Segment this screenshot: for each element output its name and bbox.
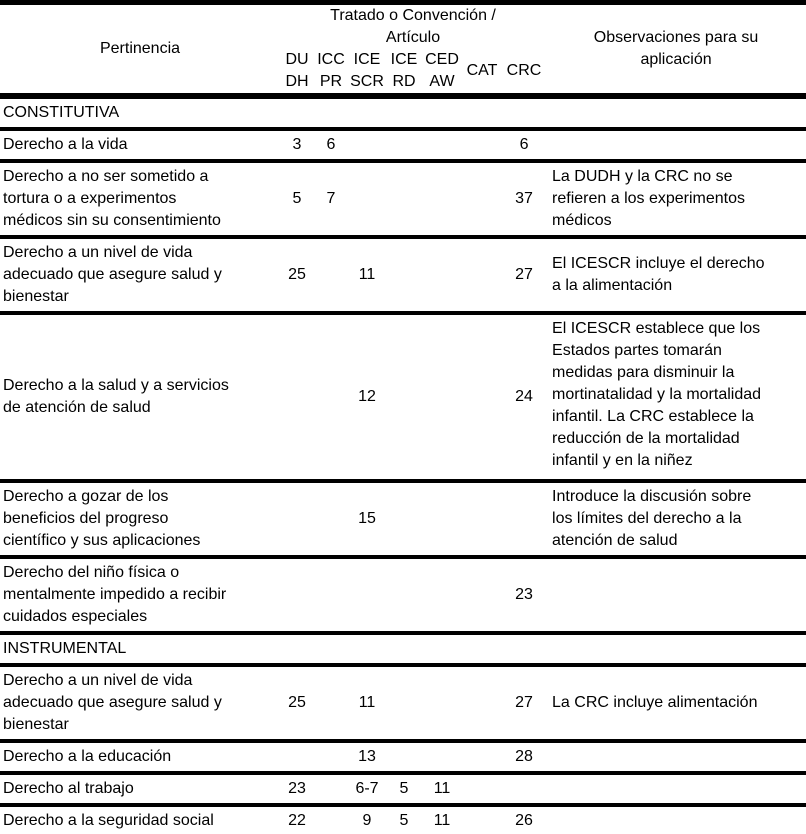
article-number-cell (462, 481, 502, 557)
article-number-cell (386, 741, 422, 773)
observation-cell (546, 741, 806, 773)
article-number-cell (462, 129, 502, 161)
article-number-cell: 23 (515, 586, 533, 603)
treaty-column-header (462, 49, 502, 96)
article-number-cell (314, 481, 348, 557)
article-number-cell (422, 665, 462, 741)
article-number-cell (348, 129, 386, 161)
article-number-cell (386, 161, 422, 237)
article-number-cell (422, 481, 462, 557)
article-number-cell (386, 557, 422, 633)
article-number-cell: 6 (519, 136, 529, 153)
article-number-cell: 9 (362, 812, 372, 829)
article-number-cell (314, 741, 348, 773)
article-number-cell: 11 (358, 694, 376, 711)
article-number-cell (314, 237, 348, 313)
article-number-cell (386, 129, 422, 161)
treaty-abbr-line1: ICE (390, 51, 418, 68)
observation-cell (546, 557, 806, 633)
right-name-cell: Derecho a un nivel de vida adecuado que asegure salud y bienestar (3, 244, 222, 305)
article-number-cell (462, 773, 502, 805)
article-number-cell (280, 313, 314, 481)
right-name-cell: Derecho a la seguridad social (3, 812, 214, 829)
article-number-cell (314, 773, 348, 805)
observation-cell (546, 129, 806, 161)
article-number-cell (314, 557, 348, 633)
article-number-cell: 3 (292, 136, 302, 153)
article-number-cell (422, 161, 462, 237)
article-number-cell (348, 161, 386, 237)
treaty-abbr-line2: PR (319, 73, 343, 90)
article-number-cell (462, 557, 502, 633)
treaty-column-header (280, 49, 314, 96)
treaty-group-title-line1: Tratado o Convención / (330, 7, 496, 24)
section-row (0, 96, 806, 129)
article-number-cell: 12 (358, 388, 376, 405)
right-name-cell: Derecho a la salud y a servicios de atención de salud (3, 377, 229, 416)
article-number-cell (462, 665, 502, 741)
article-number-cell (462, 313, 502, 481)
right-name-cell: Derecho a la vida (3, 136, 128, 153)
treaty-group-title-line2: Artículo (385, 29, 441, 46)
article-number-cell (314, 665, 348, 741)
table-row (0, 773, 806, 805)
article-number-cell: 37 (515, 190, 533, 207)
treaty-abbr-line2: RD (392, 73, 416, 90)
treaty-abbr-line1: CAT (466, 62, 498, 79)
observation-cell (546, 805, 806, 834)
treaty-column-header (314, 49, 348, 96)
observation-cell (546, 313, 806, 481)
article-number-cell (422, 129, 462, 161)
table-row (0, 805, 806, 834)
article-number-cell: 6-7 (355, 780, 379, 797)
treaty-abbr-line1: ICC (317, 51, 345, 68)
observation-cell: La DUDH y la CRC no se refieren a los experimentos médicos (552, 168, 746, 229)
table-row (0, 161, 806, 237)
article-number-cell: 5 (292, 190, 302, 207)
article-number-cell (422, 313, 462, 481)
treaty-abbr-line2: SCR (350, 73, 384, 90)
article-number-cell: 13 (358, 748, 376, 765)
treaty-abbr-line1: CRC (506, 62, 542, 79)
article-number-cell (422, 237, 462, 313)
treaty-abbr-line1: ICE (353, 51, 381, 68)
article-number-cell (280, 481, 314, 557)
article-number-cell: 11 (433, 812, 451, 829)
treaty-abbr-line2: DH (285, 73, 309, 90)
observation-text-truncated: El ICESCR establece que los Estados partes tomarán medidas para disminuir la mortinatalidad y la mortalidad infantil. La CRC establece la reducción de la mortalidad infantil y en la niñez (552, 320, 762, 469)
article-number-cell: 27 (515, 266, 533, 283)
observation-cell: Introduce la discusión sobre los límites del derecho a la atención de salud (552, 488, 752, 549)
article-number-cell (386, 237, 422, 313)
article-number-cell: 28 (515, 748, 533, 765)
treaty-column-header (348, 49, 386, 96)
article-number-cell (422, 741, 462, 773)
article-number-cell: 5 (399, 780, 409, 797)
article-number-cell: 26 (515, 812, 533, 829)
treaty-column-header (502, 49, 546, 96)
article-number-cell: 25 (288, 266, 306, 283)
article-number-cell: 11 (358, 266, 376, 283)
right-name-cell: Derecho a no ser sometido a tortura o a experimentos médicos sin su consentimiento (3, 168, 221, 229)
header-row-top (0, 3, 806, 50)
table-row (0, 557, 806, 633)
treaty-abbr-line1: DU (285, 51, 309, 68)
observation-cell: El ICESCR incluye el derecho a la alimentación (552, 255, 765, 294)
right-name-cell: Derecho del niño física o mentalmente impedido a recibir cuidados especiales (3, 564, 227, 625)
article-number-cell (386, 481, 422, 557)
article-number-cell (462, 161, 502, 237)
article-number-cell (314, 805, 348, 834)
table-header (0, 3, 806, 97)
treaty-group-header (280, 3, 546, 50)
table-row (0, 481, 806, 557)
article-number-cell (314, 313, 348, 481)
right-name-cell: Derecho a la educación (3, 748, 172, 765)
right-name-cell: Derecho al trabajo (3, 780, 134, 797)
article-number-cell: 11 (433, 780, 451, 797)
article-number-cell: 6 (326, 136, 336, 153)
article-number-cell (502, 773, 546, 805)
right-name-cell: Derecho a gozar de los beneficios del progreso científico y sus aplicaciones (3, 488, 201, 549)
article-number-cell: 23 (288, 780, 306, 797)
article-number-cell (280, 741, 314, 773)
pertinencia-column-header: Pertinencia (99, 40, 181, 57)
article-number-cell: 27 (515, 694, 533, 711)
article-number-cell (462, 741, 502, 773)
section-label: INSTRUMENTAL (3, 640, 127, 657)
treaty-abbr-line2: AW (429, 73, 455, 90)
article-number-cell (422, 557, 462, 633)
treaty-column-header (422, 49, 462, 96)
section-label: CONSTITUTIVA (3, 104, 120, 121)
table-row (0, 129, 806, 161)
treaty-abbr-line1: CED (425, 51, 459, 68)
article-number-cell (502, 481, 546, 557)
article-number-cell: 15 (358, 510, 376, 527)
article-number-cell: 24 (515, 388, 533, 405)
right-name-cell: Derecho a un nivel de vida adecuado que asegure salud y bienestar (3, 672, 222, 733)
table-body (0, 96, 806, 834)
article-number-cell: 22 (288, 812, 306, 829)
table-row (0, 665, 806, 741)
article-number-cell (280, 557, 314, 633)
article-number-cell (348, 557, 386, 633)
section-row (0, 633, 806, 665)
article-number-cell: 5 (399, 812, 409, 829)
article-number-cell (462, 237, 502, 313)
article-number-cell (386, 665, 422, 741)
observation-cell: La CRC incluye alimentación (552, 694, 758, 711)
article-number-cell (386, 313, 422, 481)
article-number-cell: 7 (326, 190, 336, 207)
article-number-cell (462, 805, 502, 834)
observation-cell (546, 773, 806, 805)
article-number-cell: 25 (288, 694, 306, 711)
observaciones-column-header: Observaciones para su aplicación (593, 29, 759, 68)
table-row (0, 237, 806, 313)
table-row (0, 313, 806, 481)
treaty-column-header (386, 49, 422, 96)
table-row (0, 741, 806, 773)
